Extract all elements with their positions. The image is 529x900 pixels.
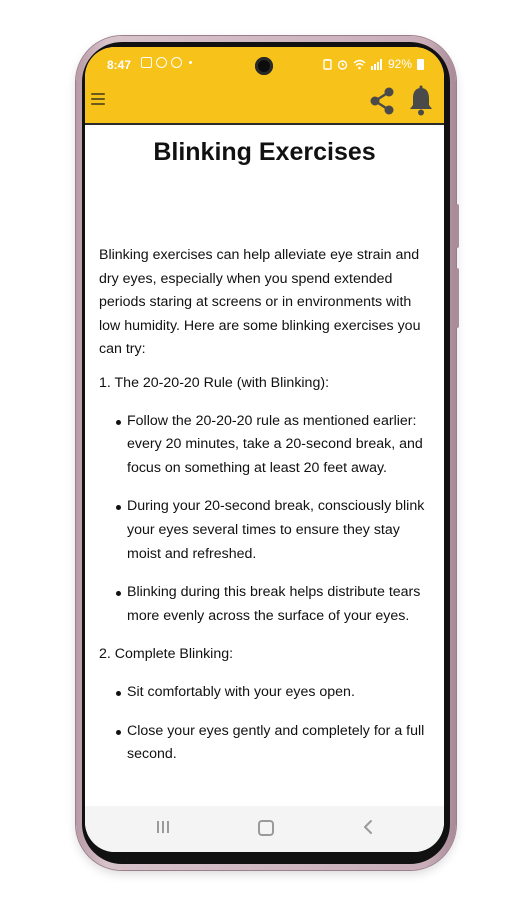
app-toolbar (85, 81, 444, 123)
page-title: Blinking Exercises (153, 138, 376, 166)
sync-icon (171, 57, 182, 68)
front-camera (255, 57, 273, 75)
bell-icon[interactable] (406, 85, 436, 117)
power-button (455, 268, 459, 328)
signal-icon (371, 59, 383, 70)
battery-icon (417, 59, 424, 70)
article-body (99, 244, 433, 782)
list-item: Blinking during this break helps distribute tears more evenly across the surface of your eyes. (127, 581, 433, 628)
list-item: During your 20-second break, consciously blink your eyes several times to ensure they stay moist and refreshed. (127, 495, 433, 566)
list-item: Close your eyes gently and completely for a full second. (127, 720, 433, 767)
home-icon[interactable] (258, 820, 274, 836)
bullet-list (99, 681, 433, 767)
system-nav-bar (85, 806, 444, 852)
facebook-icon (156, 57, 167, 68)
menu-icon[interactable] (91, 93, 105, 107)
section-heading: 1. The 20-20-20 Rule (with Blinking): (99, 374, 330, 391)
section-heading: 2. Complete Blinking: (99, 646, 234, 663)
volume-button (455, 204, 459, 248)
phone-screen (85, 47, 444, 852)
alarm-icon (337, 59, 348, 70)
status-notification-icons (141, 57, 192, 68)
status-time: 8:47 (107, 58, 132, 72)
battery-saver-icon (323, 59, 332, 70)
battery-percent: 92% (387, 57, 412, 71)
status-system-icons (323, 57, 424, 71)
share-icon[interactable] (366, 85, 398, 117)
recent-apps-icon[interactable] (157, 821, 171, 835)
bullet-list (99, 410, 433, 629)
dot-icon (189, 61, 192, 64)
article-content[interactable] (85, 125, 444, 806)
wifi-icon (353, 59, 366, 70)
app-header (85, 47, 444, 123)
intro-paragraph: Blinking exercises can help alleviate eye strain and dry eyes, especially when you spend extended periods staring at screens or in environments with low humidity. Here are some blinking exercises you can try: (99, 247, 421, 358)
status-bar (85, 47, 444, 81)
image-icon (141, 57, 152, 68)
back-icon[interactable] (361, 819, 377, 835)
list-item: Follow the 20-20-20 rule as mentioned earlier: every 20 minutes, take a 20-second break, and focus on something at least 20 feet away. (127, 410, 433, 481)
list-item: Sit comfortably with your eyes open. (127, 681, 433, 705)
